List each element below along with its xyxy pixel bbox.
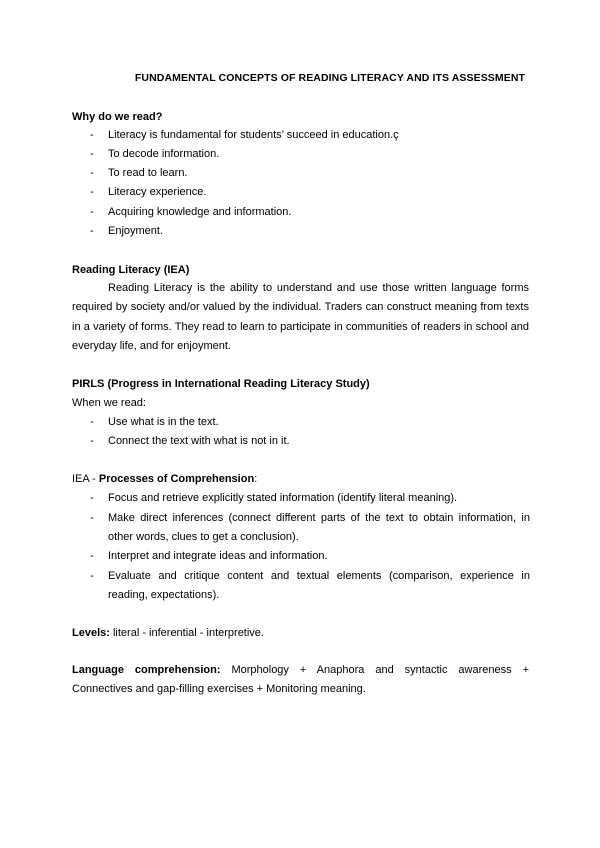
bullet-dash: - (90, 512, 94, 524)
bullet-dash: - (90, 492, 94, 504)
list-item-text: To read to learn. (108, 167, 188, 179)
list-item-text: Literacy experience. (108, 186, 207, 198)
list-item-text: Enjoyment. (108, 225, 164, 237)
bullet-dash: - (90, 206, 94, 218)
bullet-dash: - (90, 225, 94, 237)
reading-literacy-text: Reading Literacy is the ability to understand and use those written language forms required by society and/or valued by the individual. Traders can construct meaning from texts in a variety of forms. They read to learn to participate in communities of readers in school and everyday life, and for enjoyment. (72, 282, 529, 352)
list-item-text: Evaluate and critique content and textual elements (comparison, experience in reading, expectations). (108, 570, 530, 601)
bullet-dash: - (90, 129, 94, 141)
bullet-dash: - (90, 416, 94, 428)
levels-text: literal - inferential - interpretive. (109, 627, 264, 639)
list-item-text: Connect the text with what is not in it. (108, 435, 290, 447)
processes-title: Processes of Comprehension (98, 473, 255, 485)
language-paragraph (72, 661, 529, 700)
reading-literacy-paragraph (72, 279, 529, 356)
levels-label: Levels: (72, 627, 110, 639)
why-heading: Why do we read? (72, 111, 163, 123)
list-item-text: Literacy is fundamental for students’ succeed in education.ç (108, 129, 399, 141)
list-item-text: Use what is in the text. (108, 416, 219, 428)
list-item (90, 222, 530, 241)
bullet-dash: - (90, 570, 94, 582)
language-label: Language comprehension: (72, 664, 221, 676)
processes-heading (72, 473, 257, 485)
processes-prefix: IEA - (72, 473, 99, 485)
list-item (90, 126, 530, 145)
list-item (90, 432, 530, 451)
list-item (90, 183, 530, 202)
list-item-text: To decode information. (108, 148, 220, 160)
bullet-dash: - (90, 148, 94, 160)
language-text: Morphology + Anaphora and syntactic awareness + Connectives and gap-filling exercises + Monitoring meaning. (72, 664, 529, 696)
reading-literacy-heading: Reading Literacy (IEA) (72, 264, 190, 276)
bullet-dash: - (90, 167, 94, 179)
bullet-dash: - (90, 186, 94, 198)
list-item-text: Interpret and integrate ideas and information. (108, 550, 328, 562)
list-item (90, 203, 530, 222)
list-item-text: Make direct inferences (connect different parts of the text to obtain information, in other words, clues to get a conclusion). (108, 512, 530, 543)
list-item-text: Focus and retrieve explicitly stated information (identify literal meaning). (108, 492, 458, 504)
list-item (90, 509, 530, 547)
list-item (90, 413, 530, 432)
pirls-intro: When we read: (72, 397, 146, 409)
list-item (90, 164, 530, 183)
list-item-text: Acquiring knowledge and information. (108, 206, 292, 218)
document-title: FUNDAMENTAL CONCEPTS OF READING LITERACY AND ITS ASSESSMENT (134, 72, 526, 84)
list-item (90, 145, 530, 164)
bullet-dash: - (90, 435, 94, 447)
list-item (90, 547, 530, 566)
list-item (90, 567, 530, 605)
levels-line (72, 627, 264, 639)
pirls-heading: PIRLS (Progress in International Reading Literacy Study) (72, 378, 370, 390)
processes-suffix: : (254, 473, 258, 485)
list-item (90, 489, 530, 508)
bullet-dash: - (90, 550, 94, 562)
